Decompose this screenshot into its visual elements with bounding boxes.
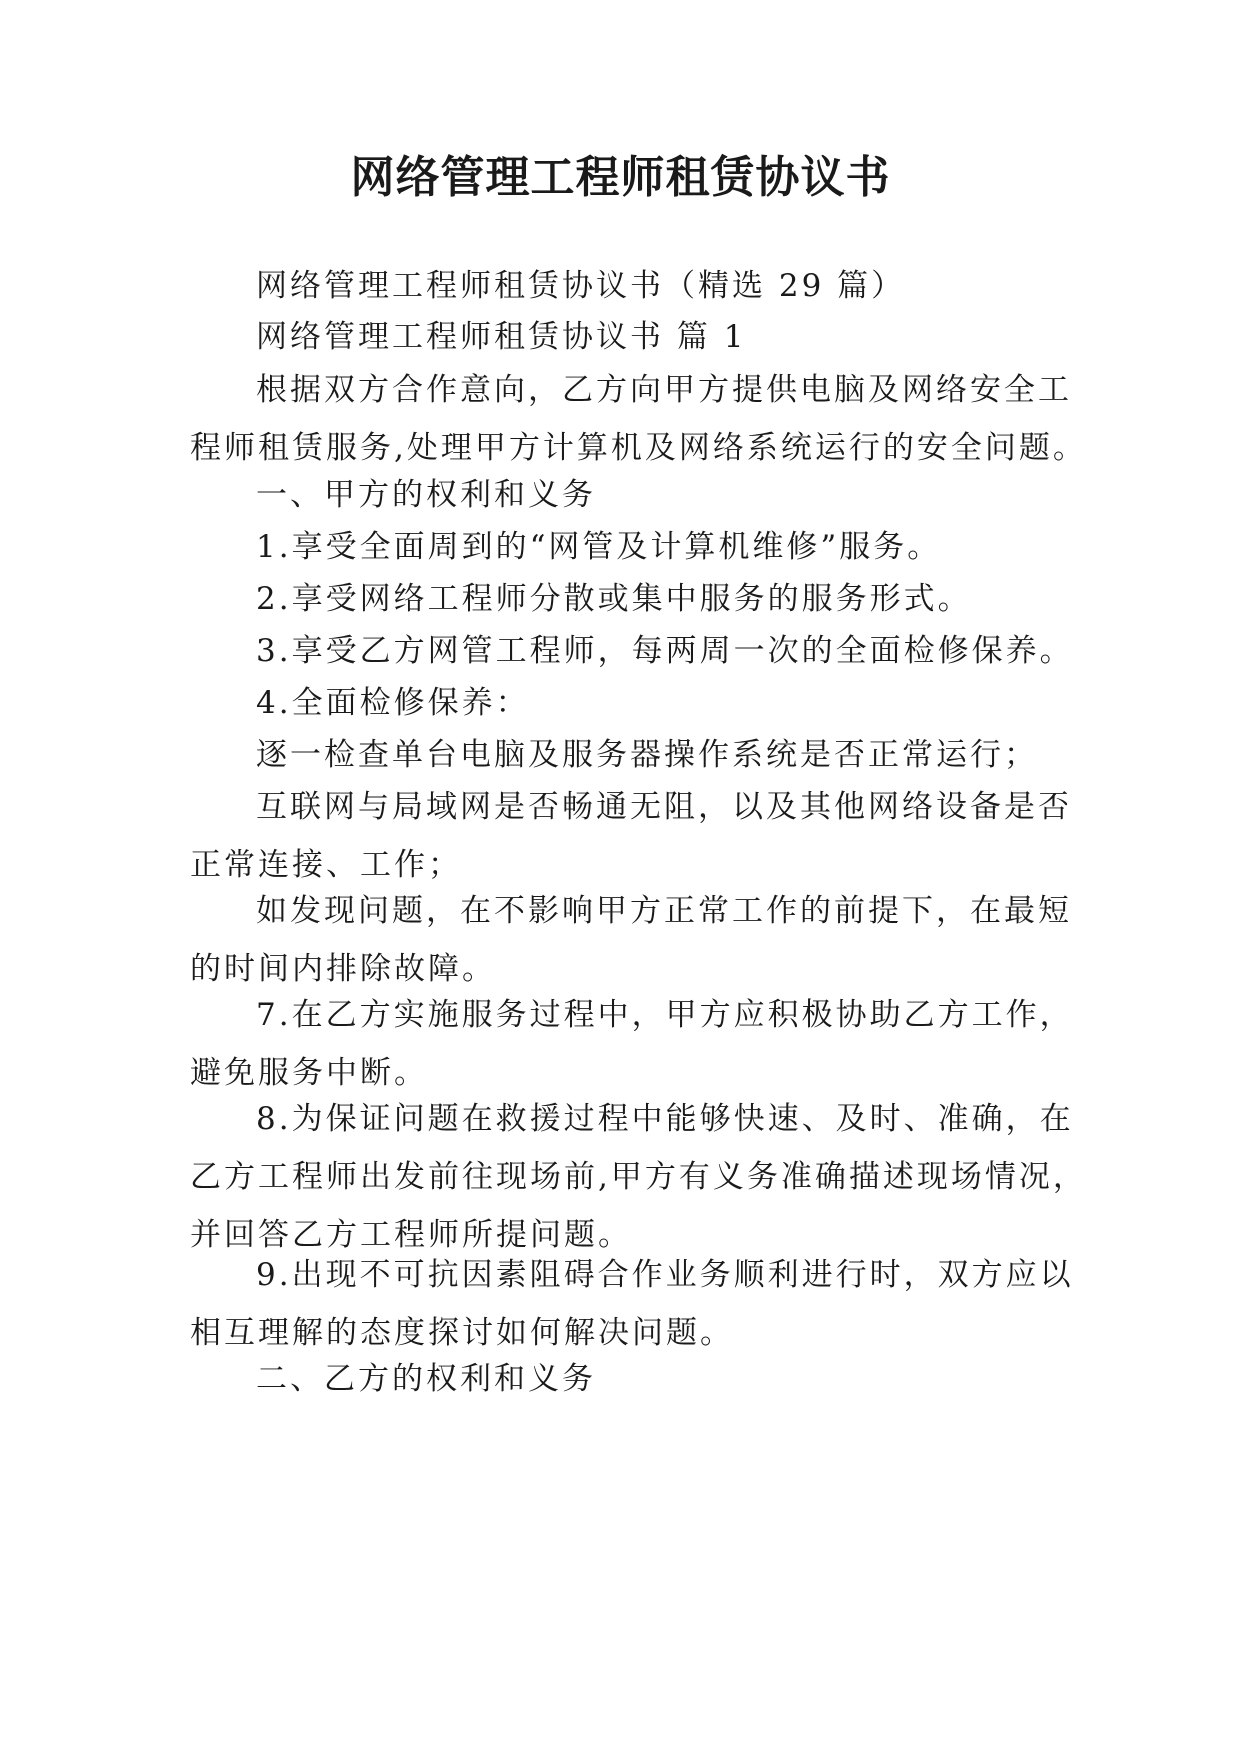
text-line: 1.享受全面周到的“网管及计算机维修”服务。 bbox=[256, 529, 942, 565]
text-line: 乙方工程师出发前往现场前,甲方有义务准确描述现场情况， bbox=[190, 1159, 1087, 1195]
text-line: 根据双方合作意向，乙方向甲方提供电脑及网络安全工 bbox=[256, 372, 1072, 408]
text-line: 正常连接、工作； bbox=[190, 847, 462, 883]
text-line: 二、乙方的权利和义务 bbox=[256, 1361, 596, 1397]
paragraph-item-1 bbox=[190, 518, 1060, 576]
paragraph-item-2 bbox=[190, 570, 1060, 628]
paragraph-subtitle bbox=[190, 257, 1060, 315]
paragraph-item-9 bbox=[190, 1246, 1074, 1362]
text-line: 逐一检查单台电脑及服务器操作系统是否正常运行； bbox=[256, 737, 1038, 773]
text-line: 互联网与局域网是否畅通无阻，以及其他网络设备是否 bbox=[256, 789, 1072, 825]
paragraph-item-3 bbox=[190, 622, 1074, 680]
paragraph-troubleshoot bbox=[190, 882, 1072, 998]
text-line: 8.为保证问题在救援过程中能够快速、及时、准确，在 bbox=[256, 1101, 1074, 1137]
text-line: 3.享受乙方网管工程师，每两周一次的全面检修保养。 bbox=[256, 633, 1074, 669]
paragraph-check-os bbox=[190, 726, 1060, 784]
paragraph-heading-party-a bbox=[190, 466, 1060, 524]
paragraph-check-network bbox=[190, 778, 1072, 894]
paragraph-heading-party-b bbox=[190, 1350, 1060, 1408]
text-line: 7.在乙方实施服务过程中，甲方应积极协助乙方工作， bbox=[256, 997, 1074, 1033]
text-line: 并回答乙方工程师所提问题。 bbox=[190, 1217, 632, 1253]
text-line: 避免服务中断。 bbox=[190, 1055, 428, 1091]
paragraph-item-4 bbox=[190, 674, 1060, 732]
text-line: 网络管理工程师租赁协议书（精选 29 篇） bbox=[256, 268, 906, 304]
paragraph-item-7 bbox=[190, 986, 1074, 1102]
text-line: 4.全面检修保养： bbox=[256, 685, 530, 721]
paragraph-intro bbox=[190, 361, 1087, 477]
text-line: 如发现问题，在不影响甲方正常工作的前提下，在最短 bbox=[256, 893, 1072, 929]
paragraph-section-heading bbox=[190, 308, 1060, 366]
text-line: 的时间内排除故障。 bbox=[190, 951, 496, 987]
text-line: 2.享受网络工程师分散或集中服务的服务形式。 bbox=[256, 581, 972, 617]
document-title: 网络管理工程师租赁协议书 bbox=[350, 152, 891, 203]
paragraph-item-8 bbox=[190, 1090, 1087, 1264]
text-line: 9.出现不可抗因素阻碍合作业务顺利进行时，双方应以 bbox=[256, 1257, 1074, 1293]
text-line: 一、甲方的权利和义务 bbox=[256, 477, 596, 513]
text-line: 相互理解的态度探讨如何解决问题。 bbox=[190, 1315, 734, 1351]
text-line: 网络管理工程师租赁协议书 篇 1 bbox=[256, 319, 747, 355]
text-line: 程师租赁服务,处理甲方计算机及网络系统运行的安全问题。 bbox=[190, 430, 1087, 466]
